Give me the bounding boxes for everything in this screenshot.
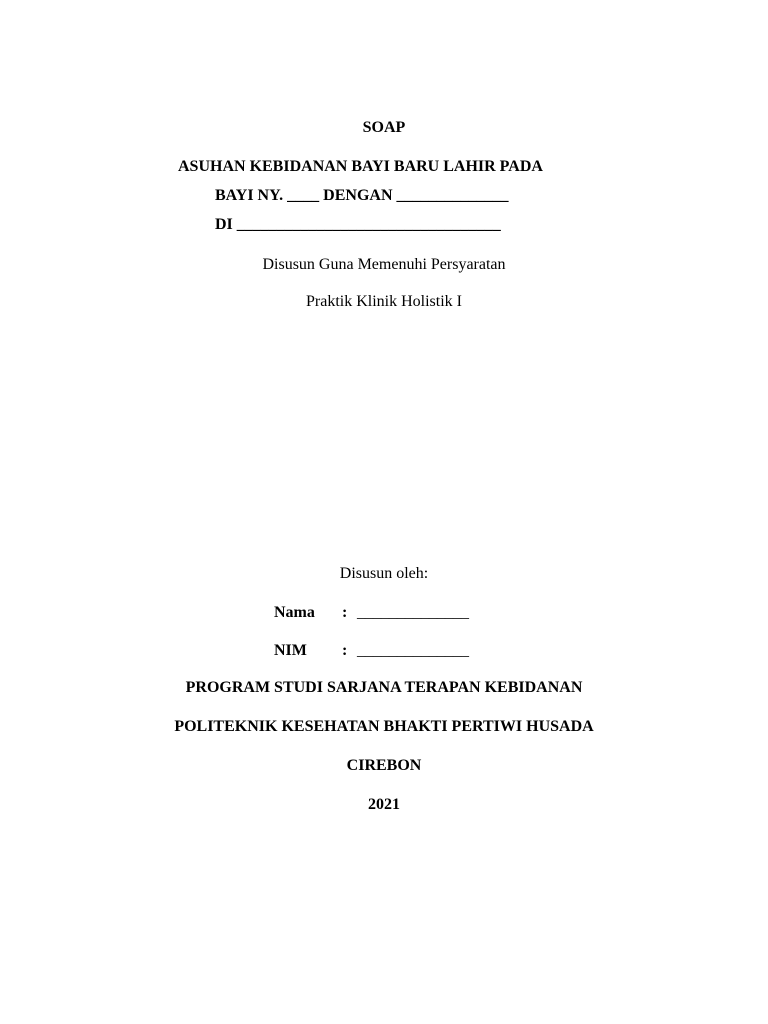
document-heading: SOAP bbox=[362, 119, 406, 136]
prepared-by-label: Disusun oleh: bbox=[339, 565, 429, 582]
purpose-line-1: Disusun Guna Memenuhi Persyaratan bbox=[262, 256, 506, 273]
author-name-value: ______________ bbox=[357, 604, 469, 621]
author-name-label: Nama bbox=[274, 604, 315, 621]
author-name-row bbox=[274, 603, 494, 623]
institution-name: POLITEKNIK KESEHATAN BHAKTI PERTIWI HUSADA bbox=[174, 718, 594, 735]
author-nim-value: ______________ bbox=[357, 642, 469, 659]
author-nim-colon: : bbox=[342, 642, 348, 659]
purpose-line-2: Praktik Klinik Holistik I bbox=[306, 293, 462, 310]
author-name-colon: : bbox=[342, 604, 348, 621]
document-year: 2021 bbox=[368, 796, 400, 813]
program-name: PROGRAM STUDI SARJANA TERAPAN KEBIDANAN bbox=[185, 679, 583, 696]
author-nim-row bbox=[274, 641, 494, 661]
author-nim-label: NIM bbox=[274, 642, 307, 659]
title-line-1: ASUHAN KEBIDANAN BAYI BARU LAHIR PADA bbox=[178, 158, 543, 175]
title-line-2: BAYI NY. ____ DENGAN ______________ bbox=[215, 187, 509, 204]
title-line-3: DI _________________________________ bbox=[215, 216, 501, 233]
city-name: CIREBON bbox=[346, 757, 422, 774]
